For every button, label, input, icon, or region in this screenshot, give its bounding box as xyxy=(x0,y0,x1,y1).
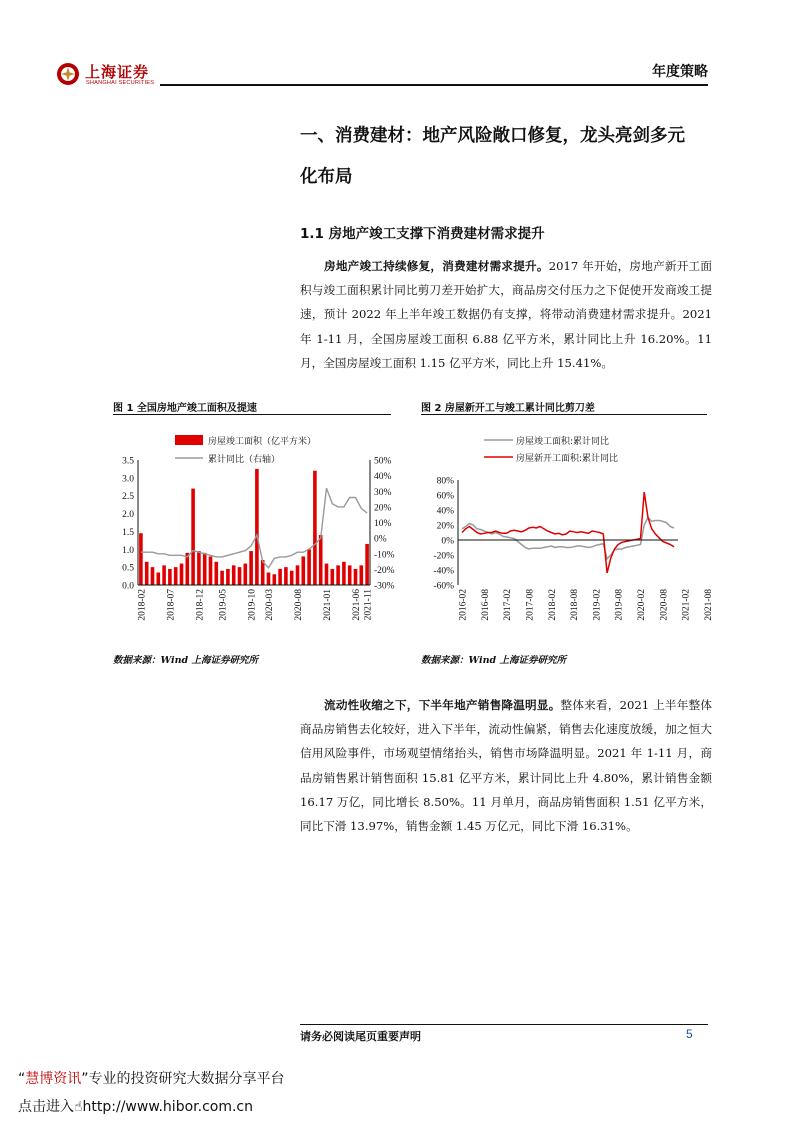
completion-area-bar xyxy=(174,567,178,585)
x-tick-label: 2021-01 xyxy=(323,589,333,621)
y-left-tick-label: 0.5 xyxy=(122,563,134,574)
y-right-tick-label: 10% xyxy=(374,519,392,529)
paragraph-2-body: 整体来看，2021 上半年整体商品房销售去化较好，进入下半年，流动性偏紧，销售去化速度放缓，加之恒大信用风险事件，市场观望情绪抬头，销售市场降温明显。2021 年 1-11 月，商品房销售累计销售面积 15.81 亿平方米，累计同比上升 4.80%，累计销售金额 16.17 万亿，同比增长 8.50%。11 月单月，商品房销售面积 1.51 亿平方米，同比下滑 13.97%，销售金额 1.45 万亿元，同比下滑 16.31%。 xyxy=(300,698,712,834)
y-left-tick-label: 1.5 xyxy=(122,527,134,538)
completion-area-bar xyxy=(278,569,282,585)
y-left-tick-label: 3.0 xyxy=(122,474,134,485)
completion-area-bar xyxy=(180,564,184,585)
paragraph-1-body: 2017 年开始，房地产新开工面积与竣工面积累计同比剪刀差开始扩大，商品房交付压力之下促使开发商竣工提速，预计 2022 年上半年竣工数据仍有支撑，将带动消费建材需求提升。2021 年 1-11 月，全国房屋竣工面积 6.88 亿平方米，累计同比上升 16.20%。11 月，全国房屋竣工面积 1.15 亿平方米，同比上升 15.41%。 xyxy=(300,259,712,370)
completion-area-bar xyxy=(267,573,271,586)
y-right-tick-label: 40% xyxy=(374,472,392,483)
cumulative-yoy-line xyxy=(141,488,367,568)
completion-area-bar xyxy=(319,535,323,585)
page-number: 5 xyxy=(686,1027,693,1041)
completion-area-bar xyxy=(313,471,317,585)
legend-new-start-yoy: 房屋新开工面积:累计同比 xyxy=(516,454,619,464)
completion-area-bar xyxy=(273,574,277,585)
completion-area-bar xyxy=(215,562,219,585)
shanghai-securities-logo-icon xyxy=(56,62,80,86)
y-right-tick-label: 30% xyxy=(374,487,392,498)
section-heading-line1: 一、消费建材：地产风险敞口修复，龙头亮剑多元 xyxy=(300,126,685,146)
y-left-tick-label: 3.5 xyxy=(122,456,134,467)
completion-area-bar xyxy=(226,569,230,585)
completion-area-bar xyxy=(342,562,346,585)
y-right-tick-label: -30% xyxy=(374,581,395,592)
y-left-tick-label: 2.5 xyxy=(122,492,134,503)
paragraph-1-lead: 房地产竣工持续修复，消费建材需求提升。 xyxy=(324,259,549,273)
x-tick-label: 2019-10 xyxy=(247,589,258,621)
figure-2-source: 数据来源：Wind 上海证券研究所 xyxy=(421,655,566,666)
x-tick-label: 2020-08 xyxy=(294,589,304,621)
promo-quote-close: ” xyxy=(81,1071,89,1087)
x-tick-label: 2018-02 xyxy=(547,589,558,621)
completion-area-bar xyxy=(151,567,155,585)
x-tick-label: 2018-08 xyxy=(570,589,581,621)
y-left-tick-label: 0.0 xyxy=(122,581,134,592)
completion-area-bar xyxy=(244,564,248,585)
legend-swatch-completion-area xyxy=(175,435,203,445)
y-tick-label: -40% xyxy=(433,566,454,577)
section-heading-line2: 化布局 xyxy=(300,167,353,187)
y-right-tick-label: 0% xyxy=(374,534,387,545)
y-tick-label: -20% xyxy=(433,551,454,562)
x-tick-label: 2020-08 xyxy=(659,589,670,621)
promo-url[interactable]: http://www.hibor.com.cn xyxy=(82,1099,253,1115)
completion-area-bar xyxy=(348,565,352,585)
completion-area-bar xyxy=(220,571,224,585)
x-tick-label: 2018-07 xyxy=(166,589,177,621)
x-tick-label: 2018-02 xyxy=(137,589,148,621)
completion-area-bar xyxy=(302,556,306,585)
completion-area-bar xyxy=(336,565,340,585)
x-tick-label: 2020-03 xyxy=(265,589,275,621)
x-tick-label: 2019-08 xyxy=(614,589,625,621)
y-tick-label: 20% xyxy=(436,521,454,532)
figure-2-label: 图 2 房屋新开工与竣工累计同比剪刀差 xyxy=(421,403,595,414)
completion-area-bar xyxy=(191,489,195,585)
legend-cumulative-yoy: 累计同比（右轴） xyxy=(208,455,281,465)
promo-brand: 慧博资讯 xyxy=(25,1071,82,1087)
report-type-title: 年度策略 xyxy=(652,64,708,80)
y-tick-label: 80% xyxy=(436,476,454,487)
completion-area-bar xyxy=(365,544,369,585)
promo-tagline: 专业的投资研究大数据分享平台 xyxy=(88,1071,285,1087)
completion-area-bar xyxy=(197,551,201,585)
completion-area-bar xyxy=(290,571,294,585)
figure-1-chart xyxy=(108,422,398,640)
x-tick-label: 2017-08 xyxy=(525,589,536,621)
completion-area-bar xyxy=(209,556,213,585)
paragraph-2-lead: 流动性收缩之下，下半年地产销售降温明显。 xyxy=(324,698,561,712)
completion-area-bar xyxy=(238,567,242,585)
figure-2-rule xyxy=(421,414,707,415)
x-tick-label: 2019-02 xyxy=(592,589,603,621)
completion-area-bar xyxy=(145,562,149,585)
y-tick-label: 60% xyxy=(436,491,454,502)
y-left-tick-label: 2.0 xyxy=(122,510,134,521)
x-tick-label: 2021-08 xyxy=(703,589,714,621)
x-tick-label: 2016-02 xyxy=(458,589,469,621)
completion-area-bar xyxy=(296,565,300,585)
x-tick-label: 2021-02 xyxy=(681,589,692,621)
promo-link-row[interactable] xyxy=(18,1096,253,1116)
y-right-tick-label: 50% xyxy=(374,456,392,467)
completion-area-bar xyxy=(284,567,288,585)
x-tick-label: 2021-06 xyxy=(352,589,362,621)
figure-1-rule xyxy=(113,414,391,415)
completion-area-bar xyxy=(307,549,311,585)
y-left-tick-label: 1.0 xyxy=(122,545,134,556)
y-right-tick-label: -20% xyxy=(374,565,395,576)
y-tick-label: -60% xyxy=(433,581,454,592)
footer-disclaimer: 请务必阅读尾页重要声明 xyxy=(300,1030,421,1043)
completion-area-bar xyxy=(325,564,329,585)
paragraph-1 xyxy=(300,254,712,375)
brand-name-en: SHANGHAI SECURITIES xyxy=(86,80,155,86)
completion-area-bar xyxy=(249,551,253,585)
promo-quote-open: “ xyxy=(18,1071,26,1087)
brand-name: 上海证券 xyxy=(85,63,150,81)
promo-banner xyxy=(18,1068,285,1088)
figure-1-source: 数据来源：Wind 上海证券研究所 xyxy=(113,655,258,666)
y-right-tick-label: 20% xyxy=(374,503,392,514)
completion-area-bar xyxy=(139,533,143,585)
completion-area-bar xyxy=(162,565,166,585)
completion-area-bar xyxy=(354,569,358,585)
y-tick-label: 0% xyxy=(441,536,454,547)
footer-divider xyxy=(300,1024,708,1025)
paragraph-2 xyxy=(300,693,712,838)
x-tick-label: 2017-02 xyxy=(503,589,514,621)
completion-area-bar xyxy=(232,565,236,585)
x-tick-label: 2018-12 xyxy=(195,589,206,621)
figure-2-chart xyxy=(418,422,714,640)
x-tick-label: 2020-02 xyxy=(637,589,648,621)
subsection-heading: 1.1 房地产竣工支撑下消费建材需求提升 xyxy=(300,226,545,242)
header-divider xyxy=(160,84,708,86)
completion-area-bar xyxy=(168,569,172,585)
y-tick-label: 40% xyxy=(436,506,454,517)
completion-area-bar xyxy=(157,573,161,586)
x-tick-label: 2016-08 xyxy=(480,589,491,621)
legend-completion-area: 房屋竣工面积（亿平方米） xyxy=(208,437,317,447)
x-tick-label: 2021-11 xyxy=(363,589,374,621)
hand-pointer-icon: ☝ xyxy=(74,1099,83,1115)
completion-area-bar xyxy=(331,569,335,585)
completion-area-bar xyxy=(360,565,364,585)
y-right-tick-label: -10% xyxy=(374,550,395,561)
completion-area-bar xyxy=(255,469,259,585)
completion-area-bar xyxy=(203,553,207,585)
legend-completion-yoy: 房屋竣工面积:累计同比 xyxy=(516,437,610,447)
promo-prefix: 点击进入 xyxy=(18,1099,74,1115)
figure-1-label: 图 1 全国房地产竣工面积及提速 xyxy=(113,403,257,414)
completion-area-bar xyxy=(186,553,190,585)
x-tick-label: 2019-05 xyxy=(218,589,229,621)
